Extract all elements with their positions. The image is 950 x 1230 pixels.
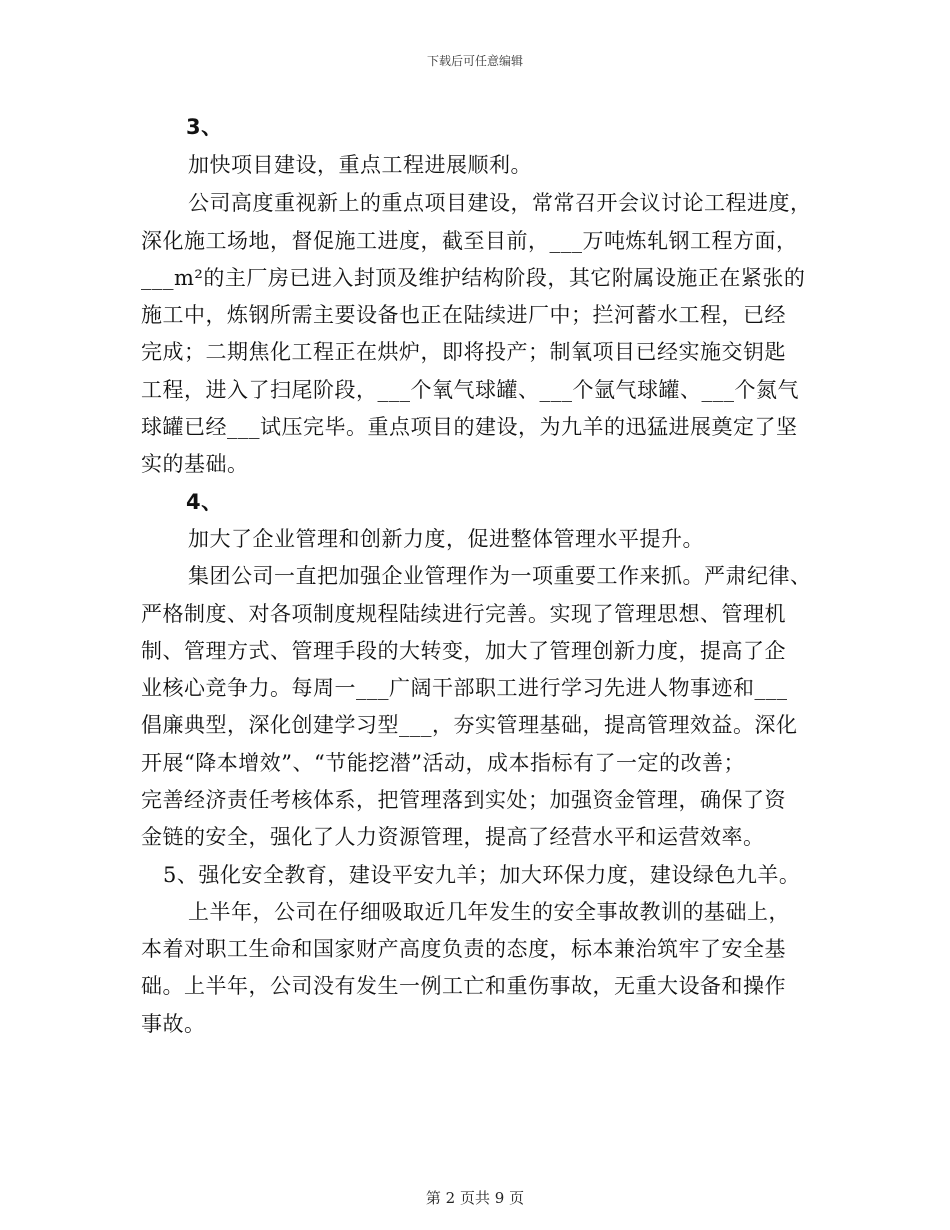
text-line: 深化施工场地，督促施工进度，截至目前，___万吨炼轧钢工程方面， xyxy=(141,229,798,253)
text-line: 业核心竞争力。每周一___广阔干部职工进行学习先进人物事迹和___ xyxy=(141,676,788,700)
page-header: 下载后可任意编辑 xyxy=(426,54,523,68)
page-footer: 第 2 页共 9 页 xyxy=(425,1189,525,1207)
text-line: ___m²的主厂房已进入封顶及维护结构阶段，其它附属设施正在紧张的 xyxy=(141,266,806,290)
text-line: 本着对职工生命和国家财产高度负责的态度，标本兼治筑牢了安全基 xyxy=(141,937,786,961)
text-line: 础。上半年，公司没有发生一例工亡和重伤事故，无重大设备和操作 xyxy=(141,974,786,998)
text-line: 金链的安全，强化了人力资源管理，提高了经营水平和运营效率。 xyxy=(141,825,765,849)
text-line: 制、管理方式、管理手段的大转变，加大了管理创新力度，提高了企 xyxy=(141,639,786,663)
section-number-3: 3、 xyxy=(186,115,223,139)
text-line: 球罐已经___试压完毕。重点项目的建设，为九羊的迅猛进展奠定了坚 xyxy=(141,415,798,439)
text-line: 上半年，公司在仔细吸取近几年发生的安全事故教训的基础上， xyxy=(188,900,790,924)
text-line: 工程，进入了扫尾阶段，___个氧气球罐、___个氩气球罐、___个氮气 xyxy=(141,378,799,402)
section-heading-5: 5、强化安全教育，建设平安九羊；加大环保力度，建设绿色九羊。 xyxy=(163,863,801,887)
text-line: 事故。 xyxy=(141,1012,206,1036)
text-line: 施工中，炼钢所需主要设备也正在陆续进厂中；拦河蓄水工程，已经 xyxy=(141,303,786,327)
text-line: 完成；二期焦化工程正在烘炉，即将投产；制氧项目已经实施交钥匙 xyxy=(141,340,786,364)
section-heading-3: 加快项目建设，重点工程进展顺利。 xyxy=(188,153,532,177)
text-line: 严格制度、对各项制度规程陆续进行完善。实现了管理思想、管理机 xyxy=(141,602,786,626)
section-heading-4: 加大了企业管理和创新力度，促进整体管理水平提升。 xyxy=(188,527,704,551)
text-line: 开展“降本增效”、“节能挖潜”活动，成本指标有了一定的改善； xyxy=(141,751,745,775)
text-line: 完善经济责任考核体系，把管理落到实处；加强资金管理，确保了资 xyxy=(141,788,786,812)
text-line: 实的基础。 xyxy=(141,452,249,476)
text-line: 公司高度重视新上的重点项目建设，常常召开会议讨论工程进度， xyxy=(188,191,812,215)
text-line: 集团公司一直把加强企业管理作为一项重要工作来抓。严肃纪律、 xyxy=(188,564,812,588)
section-number-4: 4、 xyxy=(186,490,223,514)
text-line: 倡廉典型，深化创建学习型___，夯实管理基础，提高管理效益。深化 xyxy=(141,713,798,737)
